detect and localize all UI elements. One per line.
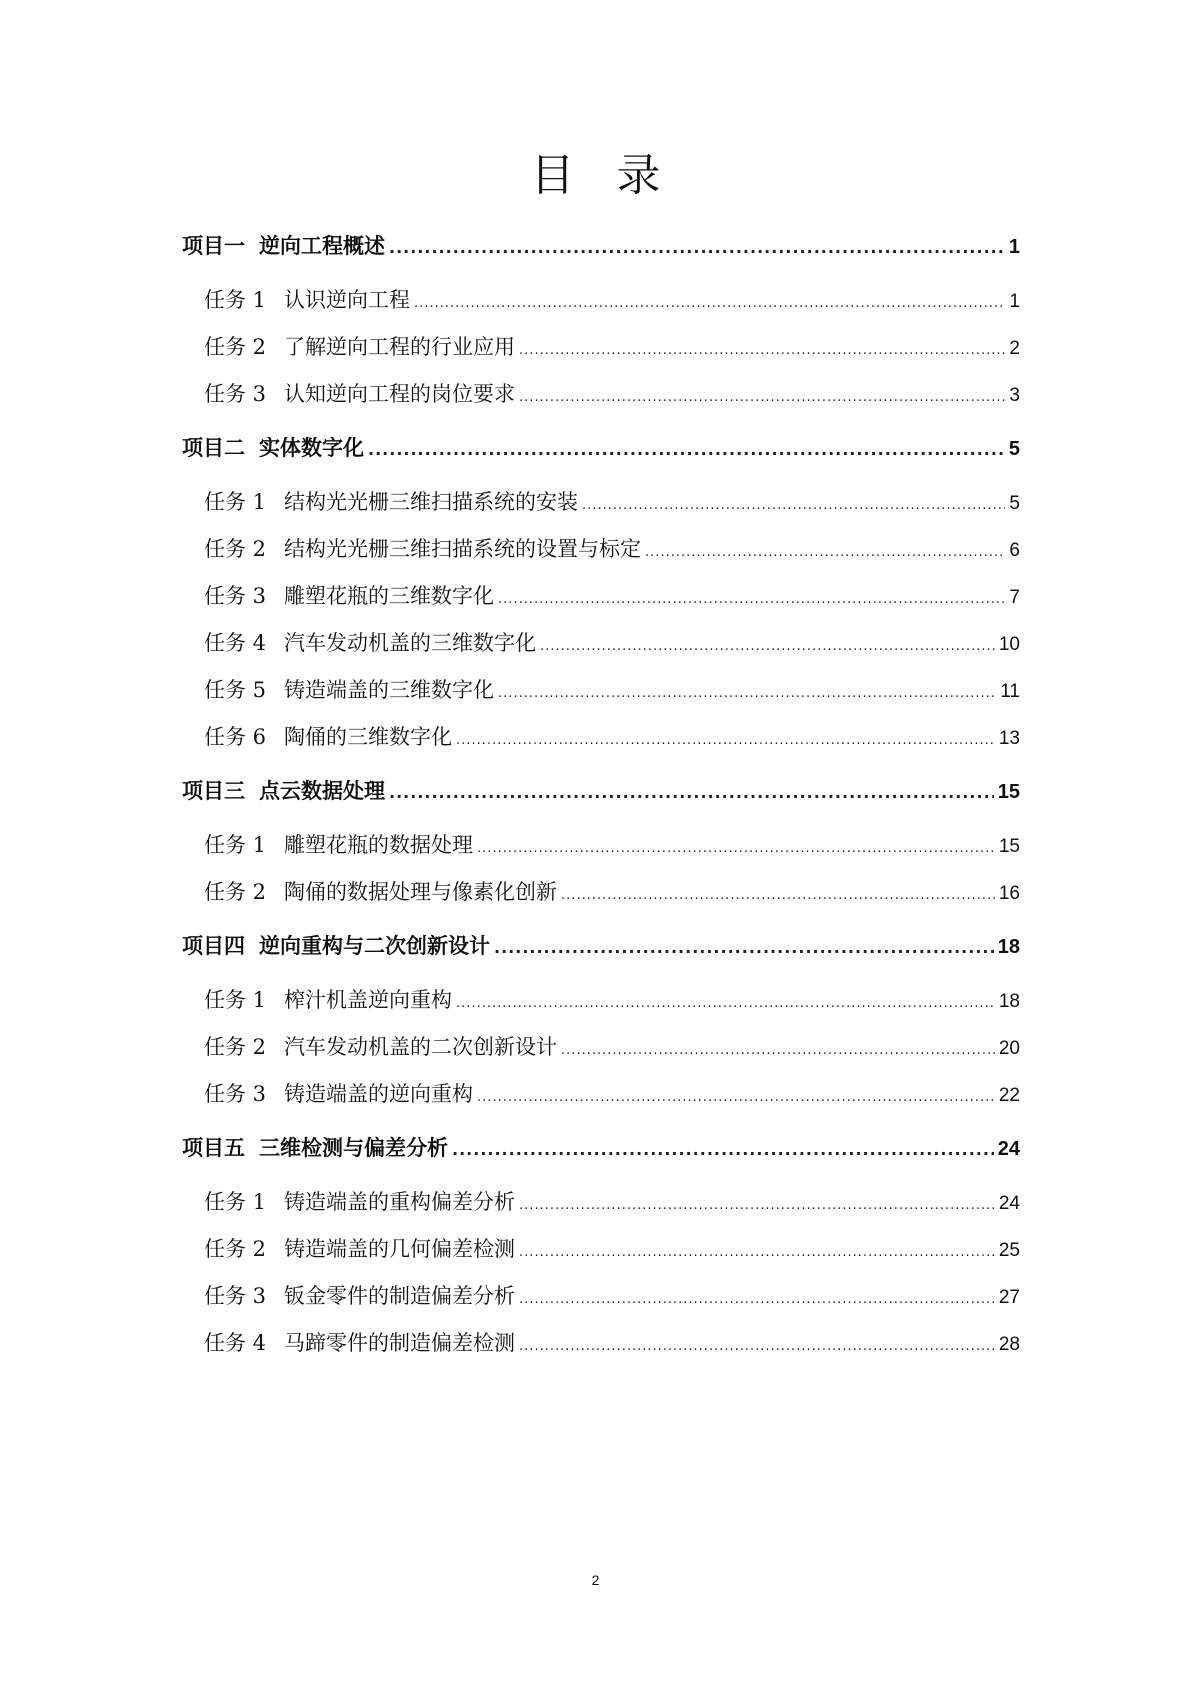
toc-section: [182, 916, 1020, 1118]
project-number: 项目四: [182, 934, 245, 958]
task-number: 任务 2: [204, 335, 267, 359]
task-title: 雕塑花瓶的三维数字化: [284, 584, 495, 608]
task-number: 任务 4: [204, 1331, 267, 1355]
task-title: 钣金零件的制造偏差分析: [284, 1284, 516, 1308]
toc-entry-label: [204, 1179, 515, 1226]
toc-entry-project[interactable]: [182, 418, 1020, 479]
task-title: 铸造端盖的三维数字化: [284, 678, 495, 702]
task-title: 结构光光栅三维扫描系统的设置与标定: [284, 537, 642, 561]
toc-entry-task[interactable]: [182, 1226, 1020, 1273]
task-number: 任务 6: [204, 725, 267, 749]
project-number: 项目二: [182, 436, 245, 460]
toc-entry-label: [182, 1118, 448, 1179]
toc-entry-task[interactable]: [182, 526, 1020, 573]
toc-entry-label: [204, 714, 452, 761]
project-page-number: 15: [997, 781, 1020, 803]
dot-leader: [456, 980, 995, 1027]
toc-entry-label: [204, 1273, 515, 1320]
toc-entry-label: [204, 479, 578, 526]
dot-leader: [519, 327, 1005, 374]
dot-leader: [645, 529, 1005, 576]
page-number: 2: [591, 1572, 600, 1588]
project-page-number: 5: [1008, 438, 1020, 460]
task-page-number: 3: [1009, 385, 1020, 406]
task-number: 任务 5: [204, 678, 267, 702]
toc-entry-task[interactable]: [182, 1320, 1020, 1367]
task-number: 任务 2: [204, 1237, 267, 1261]
task-page-number: 15: [998, 836, 1020, 857]
toc-section: [182, 761, 1020, 916]
dot-leader: [477, 1074, 995, 1121]
toc-entry-label: [182, 418, 364, 479]
toc-entry-task[interactable]: [182, 822, 1020, 869]
project-title: 实体数字化: [259, 436, 364, 460]
task-page-number: 7: [1009, 587, 1020, 608]
task-page-number: 18: [998, 991, 1020, 1012]
task-page-number: 16: [998, 883, 1020, 904]
toc-entry-label: [182, 916, 490, 977]
task-page-number: 11: [1000, 681, 1020, 702]
dot-leader: [519, 1323, 995, 1370]
task-title: 陶俑的三维数字化: [284, 725, 453, 749]
project-title: 三维检测与偏差分析: [259, 1136, 448, 1160]
dot-leader: [519, 1182, 995, 1229]
project-title: 点云数据处理: [259, 779, 385, 803]
toc-entry-task[interactable]: [182, 869, 1020, 916]
project-page-number: 24: [997, 1138, 1020, 1160]
table-of-contents: [182, 216, 1020, 1367]
task-number: 任务 2: [204, 880, 267, 904]
task-number: 任务 3: [204, 584, 267, 608]
project-page-number: 18: [997, 936, 1020, 958]
toc-entry-label: [204, 977, 452, 1024]
task-title: 陶俑的数据处理与像素化创新: [284, 880, 558, 904]
project-title: 逆向工程概述: [259, 234, 385, 258]
task-title: 铸造端盖的重构偏差分析: [284, 1190, 516, 1214]
toc-entry-task[interactable]: [182, 479, 1020, 526]
toc-entry-label: [182, 216, 385, 277]
toc-entry-label: [204, 277, 410, 324]
task-page-number: 2: [1009, 338, 1020, 359]
dot-leader: [477, 825, 995, 872]
task-page-number: 1: [1009, 291, 1020, 312]
toc-entry-label: [204, 324, 515, 371]
toc-entry-label: [204, 822, 473, 869]
task-title: 汽车发动机盖的二次创新设计: [284, 1035, 558, 1059]
dot-leader: [452, 1119, 994, 1180]
project-number: 项目三: [182, 779, 245, 803]
dot-leader: [456, 717, 995, 764]
task-number: 任务 4: [204, 631, 267, 655]
toc-entry-task[interactable]: [182, 324, 1020, 371]
dot-leader: [368, 419, 1005, 480]
task-number: 任务 1: [204, 988, 267, 1012]
dot-leader: [519, 1229, 995, 1276]
page-title: 目 录: [530, 150, 661, 201]
toc-entry-label: [204, 1024, 557, 1071]
toc-entry-task[interactable]: [182, 1273, 1020, 1320]
toc-entry-project[interactable]: [182, 216, 1020, 277]
task-page-number: 13: [998, 728, 1020, 749]
toc-entry-task[interactable]: [182, 1071, 1020, 1118]
dot-leader: [582, 482, 1005, 529]
dot-leader: [494, 917, 994, 978]
task-page-number: 28: [998, 1334, 1020, 1355]
project-page-number: 1: [1008, 236, 1020, 258]
dot-leader: [389, 217, 1005, 278]
toc-entry-label: [204, 1320, 515, 1367]
task-number: 任务 2: [204, 537, 267, 561]
task-number: 任务 3: [204, 1082, 267, 1106]
toc-entry-task[interactable]: [182, 1179, 1020, 1226]
toc-entry-task[interactable]: [182, 667, 1020, 714]
task-page-number: 10: [998, 634, 1020, 655]
toc-entry-task[interactable]: [182, 714, 1020, 761]
task-number: 任务 1: [204, 490, 267, 514]
task-number: 任务 1: [204, 288, 267, 312]
task-page-number: 24: [998, 1193, 1020, 1214]
task-title: 铸造端盖的逆向重构: [284, 1082, 474, 1106]
task-title: 铸造端盖的几何偏差检测: [284, 1237, 516, 1261]
toc-entry-label: [182, 761, 385, 822]
dot-leader: [414, 280, 1005, 327]
project-title: 逆向重构与二次创新设计: [259, 934, 490, 958]
task-page-number: 25: [998, 1240, 1020, 1261]
dot-leader: [540, 623, 995, 670]
toc-entry-label: [204, 573, 494, 620]
toc-entry-project[interactable]: [182, 916, 1020, 977]
dot-leader: [389, 762, 994, 823]
task-title: 雕塑花瓶的数据处理: [284, 833, 474, 857]
task-title: 认识逆向工程: [284, 288, 411, 312]
toc-entry-label: [204, 620, 536, 667]
task-page-number: 5: [1009, 493, 1020, 514]
toc-entry-label: [204, 869, 557, 916]
project-number: 项目五: [182, 1136, 245, 1160]
toc-entry-project[interactable]: [182, 1118, 1020, 1179]
task-page-number: 22: [998, 1085, 1020, 1106]
dot-leader: [561, 872, 995, 919]
toc-section: [182, 418, 1020, 761]
task-number: 任务 3: [204, 1284, 267, 1308]
dot-leader: [498, 670, 996, 717]
toc-entry-label: [204, 1226, 515, 1273]
project-number: 项目一: [182, 234, 245, 258]
toc-entry-task[interactable]: [182, 620, 1020, 667]
task-page-number: 27: [998, 1287, 1020, 1308]
toc-entry-task[interactable]: [182, 277, 1020, 324]
toc-entry-task[interactable]: [182, 371, 1020, 418]
task-title: 认知逆向工程的岗位要求: [284, 382, 516, 406]
task-title: 结构光光栅三维扫描系统的安装: [284, 490, 579, 514]
toc-entry-label: [204, 371, 515, 418]
task-title: 了解逆向工程的行业应用: [284, 335, 516, 359]
task-number: 任务 2: [204, 1035, 267, 1059]
toc-entry-label: [204, 526, 641, 573]
toc-entry-task[interactable]: [182, 573, 1020, 620]
dot-leader: [519, 374, 1005, 421]
task-title: 汽车发动机盖的三维数字化: [284, 631, 537, 655]
dot-leader: [519, 1276, 995, 1323]
task-page-number: 20: [998, 1038, 1020, 1059]
toc-entry-task[interactable]: [182, 977, 1020, 1024]
dot-leader: [561, 1027, 995, 1074]
toc-entry-task[interactable]: [182, 1024, 1020, 1071]
toc-section: [182, 216, 1020, 418]
task-number: 任务 3: [204, 382, 267, 406]
toc-entry-project[interactable]: [182, 761, 1020, 822]
toc-section: [182, 1118, 1020, 1367]
toc-entry-label: [204, 667, 494, 714]
dot-leader: [498, 576, 1005, 623]
task-title: 榨汁机盖逆向重构: [284, 988, 453, 1012]
task-page-number: 6: [1009, 540, 1020, 561]
task-number: 任务 1: [204, 1190, 267, 1214]
toc-entry-label: [204, 1071, 473, 1118]
task-title: 马蹄零件的制造偏差检测: [284, 1331, 516, 1355]
task-number: 任务 1: [204, 833, 267, 857]
